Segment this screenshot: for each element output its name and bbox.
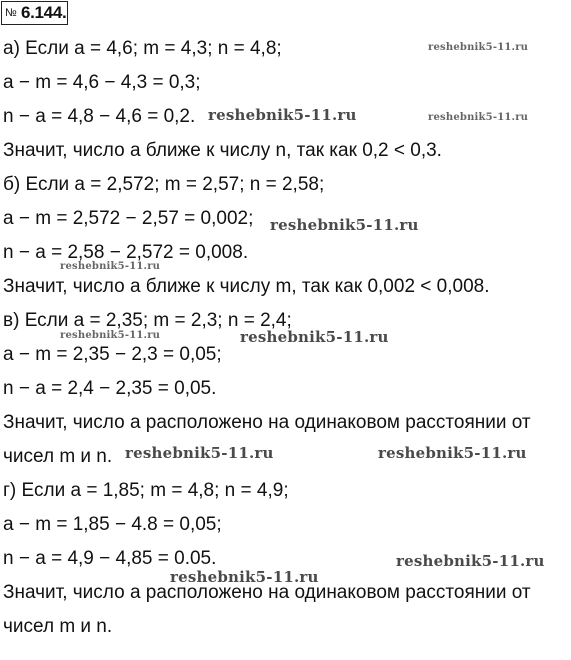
- part-d-condition: г) Если a = 1,85; m = 4,8; n = 4,9;: [3, 480, 289, 501]
- watermark: reshebnik5-11.ru: [60, 330, 161, 341]
- watermark: reshebnik5-11.ru: [60, 261, 161, 272]
- number-sign: №: [5, 7, 17, 19]
- part-b-conclusion: Значит, число a ближе к числу m, так как 0,002 < 0,008.: [3, 276, 490, 297]
- part-c-a-minus-m: a − m = 2,35 − 2,3 = 0,05;: [3, 344, 222, 365]
- part-a-conclusion: Значит, число a ближе к числу n, так как 0,2 < 0,3.: [3, 140, 442, 161]
- watermark: reshebnik5-11.ru: [428, 112, 529, 123]
- watermark: reshebnik5-11.ru: [428, 42, 529, 53]
- part-a-n-minus-a: n − a = 4,8 − 4,6 = 0,2.: [3, 106, 196, 127]
- part-c-n-minus-a: n − a = 2,4 − 2,35 = 0,05.: [3, 378, 217, 399]
- part-d-n-minus-a: n − a = 4,9 − 4,85 = 0.05.: [3, 548, 217, 569]
- watermark: reshebnik5-11.ru: [125, 444, 274, 462]
- part-c-condition: в) Если a = 2,35; m = 2,3; n = 2,4;: [3, 310, 292, 331]
- part-b-condition: б) Если a = 2,572; m = 2,57; n = 2,58;: [3, 174, 325, 195]
- part-a-a-minus-m: a − m = 4,6 − 4,3 = 0,3;: [3, 72, 201, 93]
- part-c-conclusion-line2: чисел m и n.: [3, 446, 113, 467]
- problem-number-badge: [1, 1, 68, 25]
- part-d-conclusion-line1: Значит, число a расположено на одинаковом расстоянии от: [3, 582, 531, 603]
- watermark: reshebnik5-11.ru: [240, 328, 389, 346]
- watermark: reshebnik5-11.ru: [396, 552, 545, 570]
- part-d-conclusion-line2: чисел m и n.: [3, 616, 113, 637]
- watermark: reshebnik5-11.ru: [170, 568, 319, 586]
- part-d-a-minus-m: a − m = 1,85 − 4.8 = 0,05;: [3, 514, 222, 535]
- problem-number: 6.144.: [20, 3, 67, 22]
- watermark: reshebnik5-11.ru: [378, 444, 527, 462]
- part-b-a-minus-m: a − m = 2,572 − 2,57 = 0,002;: [3, 208, 254, 229]
- part-b-n-minus-a: n − a = 2,58 − 2,572 = 0,008.: [3, 242, 249, 263]
- part-a-condition: а) Если a = 4,6; m = 4,3; n = 4,8;: [3, 38, 282, 59]
- watermark: reshebnik5-11.ru: [270, 216, 419, 234]
- watermark: reshebnik5-11.ru: [208, 106, 357, 124]
- part-c-conclusion-line1: Значит, число a расположено на одинаковом расстоянии от: [3, 412, 531, 433]
